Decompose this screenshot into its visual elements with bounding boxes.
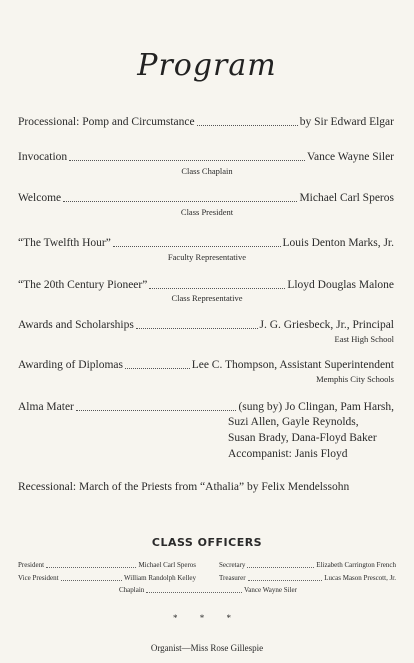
dot-leader [69, 159, 305, 161]
alma-mater-accompanist: Accompanist: Janis Floyd [228, 448, 348, 460]
program-item-twelfth-hour [18, 236, 394, 250]
program-item-note: Faculty Representative [167, 252, 247, 262]
officer-name: Michael Carl Speros [138, 561, 196, 569]
program-item-label: Awards and Scholarships [18, 319, 134, 331]
dot-leader [125, 367, 190, 369]
program-item-20th-century-pioneer [18, 278, 394, 292]
officer-chaplain [119, 586, 297, 595]
program-item-welcome [18, 191, 394, 205]
dot-leader [113, 245, 281, 247]
program-item-value: Louis Denton Marks, Jr. [282, 237, 394, 249]
dot-leader [247, 566, 314, 568]
program-item-label: “The 20th Century Pioneer” [18, 279, 148, 291]
program-item-note: Memphis City Schools [316, 374, 394, 384]
program-item-label: Welcome [18, 192, 62, 204]
ornament-stars: * * * [173, 613, 241, 623]
program-item-value: Lee C. Thompson, Assistant Superintendent [191, 359, 394, 371]
officer-secretary [219, 561, 396, 570]
officer-name: Lucas Mason Prescott, Jr. [324, 574, 396, 582]
program-item-note: East High School [334, 334, 394, 344]
program-item-diplomas [18, 358, 394, 372]
program-item-note: Class Representative [171, 293, 243, 303]
dot-leader [61, 579, 122, 581]
officer-role: Secretary [219, 561, 246, 569]
alma-mater-singers: Susan Brady, Dana-Floyd Baker [228, 432, 377, 444]
dot-leader [136, 327, 258, 329]
dot-leader [146, 591, 242, 593]
officer-president [18, 561, 196, 570]
dot-leader [149, 287, 285, 289]
dot-leader [248, 579, 323, 581]
dot-leader [46, 566, 136, 568]
officer-vice-president [18, 574, 196, 583]
program-item-value: Vance Wayne Siler [307, 151, 394, 163]
program-item-alma-mater [18, 400, 394, 414]
officer-role: Vice President [18, 574, 59, 582]
program-item-recessional: Recessional: March of the Priests from “Athalia” by Felix Mendelssohn [18, 481, 350, 493]
program-item-label: Processional: Pomp and Circumstance [18, 116, 195, 128]
program-item-invocation [18, 150, 394, 164]
officer-role: President [18, 561, 45, 569]
officer-role: Chaplain [119, 586, 145, 594]
dot-leader [76, 409, 237, 411]
program-item-label: “The Twelfth Hour” [18, 237, 111, 249]
class-officers-heading: CLASS OFFICERS [151, 536, 263, 549]
program-item-awards [18, 318, 394, 332]
program-item-label: Invocation [18, 151, 68, 163]
officer-name: William Randolph Kelley [123, 574, 196, 582]
program-item-processional [18, 115, 394, 129]
page-title: Program [137, 48, 277, 83]
program-item-value: by Sir Edward Elgar [299, 116, 394, 128]
officer-treasurer [219, 574, 396, 583]
program-item-note: Class Chaplain [181, 166, 233, 176]
program-item-label: Awarding of Diplomas [18, 359, 123, 371]
dot-leader [63, 200, 297, 202]
alma-mater-singers: Suzi Allen, Gayle Reynolds, [228, 416, 359, 428]
program-item-note: Class President [180, 207, 234, 217]
officer-role: Treasurer [219, 574, 246, 582]
program-item-value: J. G. Griesbeck, Jr., Principal [259, 319, 394, 331]
dot-leader [197, 124, 298, 126]
program-item-value: Michael Carl Speros [299, 192, 394, 204]
program-item-value: (sung by) Jo Clingan, Pam Harsh, [238, 401, 394, 413]
officer-name: Elizabeth Carrington French [316, 561, 396, 569]
program-item-label: Alma Mater [18, 401, 74, 413]
program-item-value: Lloyd Douglas Malone [287, 279, 394, 291]
organist-credit: Organist—Miss Rose Gillespie [150, 643, 264, 653]
officer-name: Vance Wayne Siler [244, 586, 297, 594]
